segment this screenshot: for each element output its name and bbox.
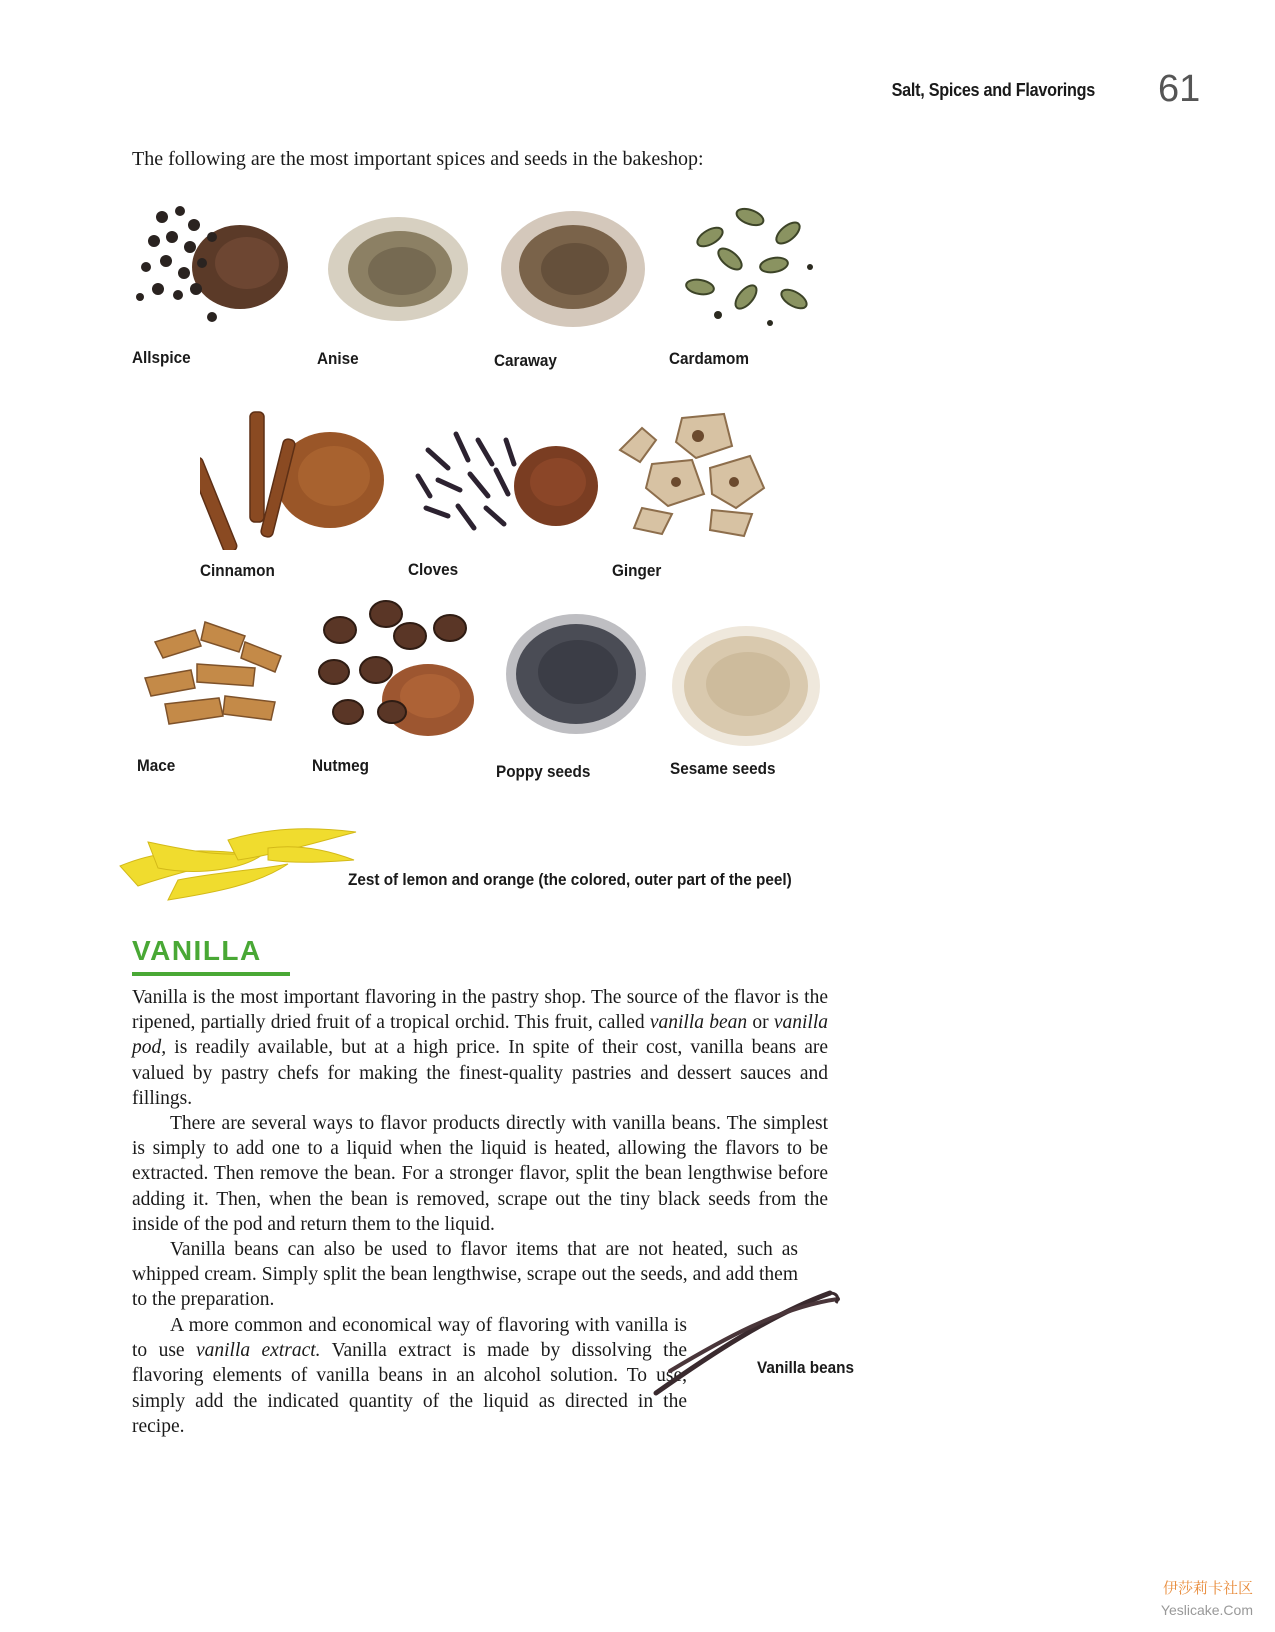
spice-label-poppy-seeds: Poppy seeds: [496, 762, 591, 781]
cloves-image: [408, 420, 598, 545]
allspice-image: [132, 197, 292, 337]
zest-caption: Zest of lemon and orange (the colored, outer part of the peel): [348, 870, 792, 889]
spice-label-cinnamon: Cinnamon: [200, 561, 275, 580]
nutmeg-image: [310, 600, 485, 745]
spice-label-ginger: Ginger: [612, 561, 662, 580]
spice-label-caraway: Caraway: [494, 351, 557, 370]
cardamom-image: [670, 197, 830, 337]
running-head: Salt, Spices and Flavorings: [891, 80, 1095, 100]
watermark-cn: 伊莎莉卡社区: [1162, 1579, 1253, 1597]
caraway-image: [493, 197, 653, 337]
page-number: 61: [1158, 68, 1201, 110]
vanilla-paragraph-4: A more common and economical way of flavoring with vanilla is to use vanilla extract. Vanilla extract is made by dissolving the flavoring elements of vanilla beans in an alcohol solution. To use, simply add the indicated quantity of the liquid as directed in the recipe.: [132, 1315, 687, 1437]
spice-label-anise: Anise: [317, 349, 359, 368]
section-heading-vanilla: VANILLA: [132, 935, 262, 966]
intro-text: The following are the most important spices and seeds in the bakeshop:: [132, 148, 704, 170]
citrus-zest-image: [118, 820, 358, 910]
vanilla-beans-caption: Vanilla beans: [757, 1358, 854, 1377]
spice-label-cardamom: Cardamom: [669, 349, 749, 368]
spice-label-allspice: Allspice: [132, 348, 191, 367]
vanilla-paragraph-3: Vanilla beans can also be used to flavor items that are not heated, such as whipped cream. Simply split the bean lengthwise, scrape out the seeds, and add them to the preparation.: [132, 1239, 798, 1311]
vanilla-paragraph-1: Vanilla is the most important flavoring in the pastry shop. The source of the flavor is the ripened, partially dried fruit of a tropical orchid. This fruit, called vanilla bean or vanilla pod, is readily available, but at a high price. In spite of their cost, vanilla beans are valued by pastry chefs for making the finest-quality pastries and dessert sauces and fillings.: [132, 987, 828, 1109]
watermark-en: Yeslicake.Com: [1160, 1602, 1253, 1618]
poppy-seeds-image: [502, 608, 652, 743]
anise-image: [318, 197, 478, 337]
mace-image: [135, 612, 290, 747]
ginger-image: [612, 410, 772, 540]
heading-underline: [132, 972, 290, 976]
vanilla-beans-image: [650, 1285, 840, 1400]
spice-label-nutmeg: Nutmeg: [312, 756, 369, 775]
spice-label-mace: Mace: [137, 756, 176, 775]
vanilla-paragraph-2: There are several ways to flavor products directly with vanilla beans. The simplest is simply to add one to a liquid when the liquid is heated, allowing the flavors to be extracted. Then remove the bean. For a stronger flavor, split the bean lengthwise before adding it. Then, when the bean is removed, scrape out the tiny black seeds from the inside of the pod and return them to the liquid.: [132, 1113, 828, 1235]
cinnamon-image: [200, 410, 390, 550]
spice-label-cloves: Cloves: [408, 560, 459, 579]
sesame-seeds-image: [668, 620, 823, 755]
spice-label-sesame-seeds: Sesame seeds: [670, 759, 776, 778]
